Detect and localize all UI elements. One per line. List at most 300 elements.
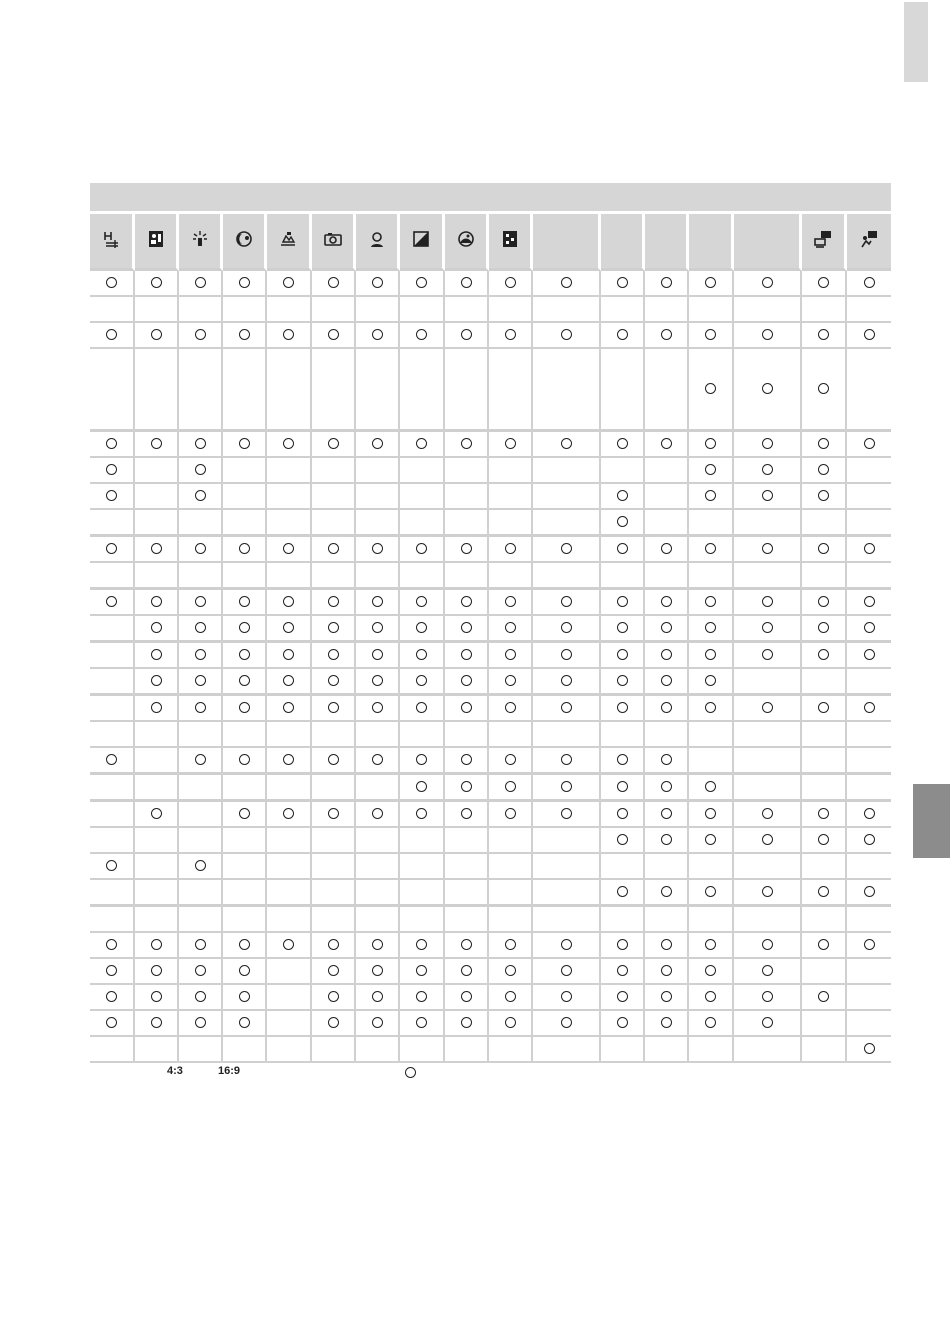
- available-circle-icon: [461, 965, 472, 976]
- table-cell: [445, 775, 489, 802]
- available-circle-icon: [818, 702, 829, 713]
- table-cell: [312, 297, 356, 323]
- available-circle-icon: [106, 860, 117, 871]
- available-circle-icon: [561, 649, 572, 660]
- table-cell: [847, 537, 891, 563]
- available-circle-icon: [328, 991, 339, 1002]
- table-cell: [645, 297, 689, 323]
- movie-action-icon: [859, 229, 879, 249]
- table-cell: [267, 775, 312, 802]
- table-cell: [179, 985, 223, 1011]
- table-cell: [267, 854, 312, 880]
- table-cell: [445, 985, 489, 1011]
- table-cell: [802, 907, 847, 933]
- header-cell: [179, 214, 223, 271]
- table-cell: [445, 616, 489, 643]
- available-circle-icon: [864, 438, 875, 449]
- available-circle-icon: [239, 596, 250, 607]
- table-cell: [267, 349, 312, 432]
- available-circle-icon: [372, 675, 383, 686]
- table-cell: [90, 854, 135, 880]
- available-circle-icon: [328, 939, 339, 950]
- available-circle-icon: [195, 702, 206, 713]
- table-cell: [734, 1037, 802, 1063]
- table-cell: [802, 959, 847, 985]
- available-circle-icon: [818, 649, 829, 660]
- table-cell: [312, 828, 356, 854]
- table-cell: [445, 590, 489, 616]
- person-icon: [367, 229, 387, 249]
- table-cell: [312, 458, 356, 484]
- table-cell: [689, 616, 734, 643]
- table-cell: [312, 349, 356, 432]
- table-cell: [533, 1011, 601, 1037]
- table-cell: [135, 537, 179, 563]
- table-cell: [489, 484, 533, 510]
- available-circle-icon: [283, 438, 294, 449]
- available-circle-icon: [561, 781, 572, 792]
- available-circle-icon: [561, 1017, 572, 1028]
- available-circle-icon: [661, 886, 672, 897]
- table-cell: [400, 616, 445, 643]
- table-row: [90, 323, 891, 349]
- table-cell: [734, 458, 802, 484]
- table-cell: [223, 880, 267, 907]
- available-circle-icon: [705, 438, 716, 449]
- table-cell: [179, 1011, 223, 1037]
- available-circle-icon: [705, 383, 716, 394]
- poster-icon: [500, 229, 520, 249]
- table-cell: [356, 458, 400, 484]
- available-circle-icon: [617, 886, 628, 897]
- table-cell: [267, 458, 312, 484]
- table-cell: [645, 959, 689, 985]
- available-circle-icon: [864, 622, 875, 633]
- table-cell: [601, 722, 645, 748]
- table-cell: [267, 563, 312, 590]
- available-circle-icon: [151, 702, 162, 713]
- table-cell: [223, 854, 267, 880]
- available-circle-icon: [505, 622, 516, 633]
- table-cell: [802, 696, 847, 722]
- available-circle-icon: [106, 754, 117, 765]
- available-circle-icon: [661, 834, 672, 845]
- table-cell: [847, 802, 891, 828]
- table-cell: [445, 643, 489, 669]
- table-cell: [645, 985, 689, 1011]
- available-circle-icon: [195, 939, 206, 950]
- available-circle-icon: [762, 596, 773, 607]
- table-cell: [223, 802, 267, 828]
- table-cell: [734, 775, 802, 802]
- available-circle-icon: [762, 329, 773, 340]
- table-cell: [356, 1037, 400, 1063]
- camera-icon: [323, 229, 343, 249]
- available-circle-icon: [461, 702, 472, 713]
- table-cell: [601, 1011, 645, 1037]
- table-cell: [847, 696, 891, 722]
- available-circle-icon: [617, 543, 628, 554]
- table-cell: [601, 432, 645, 458]
- available-circle-icon: [505, 438, 516, 449]
- available-circle-icon: [561, 543, 572, 554]
- available-circle-icon: [372, 329, 383, 340]
- available-circle-icon: [617, 808, 628, 819]
- table-cell: [689, 510, 734, 537]
- available-circle-icon: [239, 329, 250, 340]
- table-cell: [135, 432, 179, 458]
- table-cell: [802, 590, 847, 616]
- table-cell: [312, 537, 356, 563]
- table-cell: [847, 959, 891, 985]
- table-cell: [223, 271, 267, 297]
- table-cell: [734, 510, 802, 537]
- table-cell: [689, 802, 734, 828]
- available-circle-icon: [416, 965, 427, 976]
- table-cell: [802, 802, 847, 828]
- table-cell: [601, 880, 645, 907]
- table-cell: [90, 696, 135, 722]
- table-cell: [90, 802, 135, 828]
- table-cell: [223, 1037, 267, 1063]
- table-cell: [734, 696, 802, 722]
- available-circle-icon: [818, 991, 829, 1002]
- available-circle-icon: [561, 329, 572, 340]
- table-cell: [90, 907, 135, 933]
- table-cell: [847, 1037, 891, 1063]
- table-cell: [135, 854, 179, 880]
- table-cell: [533, 484, 601, 510]
- contrast-icon: [411, 229, 431, 249]
- table-cell: [847, 271, 891, 297]
- table-cell: [489, 510, 533, 537]
- table-cell: [645, 775, 689, 802]
- table-cell: [223, 775, 267, 802]
- table-cell: [601, 510, 645, 537]
- available-circle-icon: [151, 675, 162, 686]
- table-cell: [645, 802, 689, 828]
- table-cell: [601, 563, 645, 590]
- table-cell: [445, 854, 489, 880]
- table-cell: [356, 432, 400, 458]
- table-cell: [533, 775, 601, 802]
- table-cell: [267, 959, 312, 985]
- available-circle-icon: [818, 596, 829, 607]
- table-cell: [400, 510, 445, 537]
- table-cell: [179, 669, 223, 696]
- table-cell: [135, 669, 179, 696]
- available-circle-icon: [416, 596, 427, 607]
- available-circle-icon: [416, 543, 427, 554]
- available-circle-icon: [461, 438, 472, 449]
- table-cell: [135, 959, 179, 985]
- table-cell: [802, 484, 847, 510]
- header-cell: [847, 214, 891, 271]
- table-cell: [847, 323, 891, 349]
- available-circle-icon: [505, 702, 516, 713]
- table-cell: [847, 669, 891, 696]
- table-cell: [400, 985, 445, 1011]
- table-cell: [400, 349, 445, 432]
- table-cell: [601, 828, 645, 854]
- table-cell: [135, 563, 179, 590]
- available-circle-icon: [106, 277, 117, 288]
- available-circle-icon: [762, 965, 773, 976]
- table-cell: [645, 669, 689, 696]
- table-cell: [90, 775, 135, 802]
- table-cell: [356, 1011, 400, 1037]
- table-cell: [312, 563, 356, 590]
- table-cell: [223, 933, 267, 959]
- table-cell: [533, 458, 601, 484]
- table-cell: [223, 323, 267, 349]
- header-cell: [601, 214, 645, 271]
- table-cell: [267, 643, 312, 669]
- available-circle-icon: [705, 596, 716, 607]
- table-cell: [356, 510, 400, 537]
- table-cell: [689, 643, 734, 669]
- table-cell: [802, 1011, 847, 1037]
- table-cell: [734, 563, 802, 590]
- available-circle-icon: [661, 649, 672, 660]
- table-cell: [267, 271, 312, 297]
- table-cell: [90, 484, 135, 510]
- table-cell: [645, 510, 689, 537]
- table-cell: [489, 959, 533, 985]
- available-circle-icon: [705, 939, 716, 950]
- table-cell: [267, 297, 312, 323]
- table-cell: [489, 933, 533, 959]
- available-circle-icon: [864, 1043, 875, 1054]
- table-row: [90, 563, 891, 590]
- table-cell: [734, 1011, 802, 1037]
- table-cell: [400, 828, 445, 854]
- available-circle-icon: [818, 834, 829, 845]
- ratio-label-16-9: 16:9: [218, 1065, 241, 1077]
- table-cell: [802, 880, 847, 907]
- available-circle-icon: [505, 596, 516, 607]
- available-circle-icon: [239, 277, 250, 288]
- table-cell: [356, 643, 400, 669]
- available-circle-icon: [239, 675, 250, 686]
- table-cell: [90, 297, 135, 323]
- table-cell: [689, 669, 734, 696]
- available-circle-icon: [416, 781, 427, 792]
- table-cell: [135, 616, 179, 643]
- table-cell: [489, 432, 533, 458]
- table-cell: [135, 349, 179, 432]
- available-circle-icon: [705, 991, 716, 1002]
- table-cell: [179, 959, 223, 985]
- available-circle-icon: [617, 781, 628, 792]
- chapter-tab: [913, 784, 950, 858]
- table-cell: [489, 537, 533, 563]
- table-cell: [689, 590, 734, 616]
- table-cell: [689, 775, 734, 802]
- table-cell: [356, 484, 400, 510]
- table-cell: [223, 616, 267, 643]
- header-cell: [489, 214, 533, 271]
- table-cell: [645, 484, 689, 510]
- table-row: [90, 748, 891, 775]
- available-circle-icon: [239, 438, 250, 449]
- table-cell: [489, 1037, 533, 1063]
- table-cell: [645, 696, 689, 722]
- table-cell: [601, 669, 645, 696]
- table-cell: [356, 933, 400, 959]
- table-cell: [179, 616, 223, 643]
- table-cell: [135, 297, 179, 323]
- table-cell: [135, 510, 179, 537]
- table-row: [90, 1011, 891, 1037]
- available-circle-icon: [762, 622, 773, 633]
- available-circle-icon: [505, 675, 516, 686]
- table-cell: [135, 880, 179, 907]
- available-circle-icon: [195, 1017, 206, 1028]
- table-cell: [802, 510, 847, 537]
- available-circle-icon: [818, 886, 829, 897]
- available-circle-icon: [283, 329, 294, 340]
- table-cell: [847, 933, 891, 959]
- table-cell: [356, 985, 400, 1011]
- available-circle-icon: [705, 464, 716, 475]
- table-cell: [356, 323, 400, 349]
- available-circle-icon: [372, 649, 383, 660]
- available-circle-icon: [461, 329, 472, 340]
- table-cell: [135, 933, 179, 959]
- table-cell: [223, 432, 267, 458]
- table-cell: [734, 854, 802, 880]
- table-cell: [356, 775, 400, 802]
- available-circle-icon: [106, 596, 117, 607]
- table-cell: [734, 537, 802, 563]
- header-cell: [533, 214, 601, 271]
- table-cell: [689, 1011, 734, 1037]
- available-circle-icon: [151, 649, 162, 660]
- table-cell: [90, 1011, 135, 1037]
- table-cell: [645, 643, 689, 669]
- available-circle-icon: [372, 438, 383, 449]
- available-circle-icon: [617, 438, 628, 449]
- table-cell: [645, 1037, 689, 1063]
- available-circle-icon: [283, 702, 294, 713]
- table-cell: [179, 802, 223, 828]
- table-cell: [179, 510, 223, 537]
- table-cell: [689, 432, 734, 458]
- available-circle-icon: [505, 939, 516, 950]
- available-circle-icon: [705, 675, 716, 686]
- table-cell: [400, 432, 445, 458]
- available-circle-icon: [416, 649, 427, 660]
- table-cell: [601, 271, 645, 297]
- table-cell: [689, 722, 734, 748]
- available-circle-icon: [617, 329, 628, 340]
- table-cell: [489, 616, 533, 643]
- table-cell: [645, 271, 689, 297]
- table-cell: [312, 484, 356, 510]
- table-row: [90, 432, 891, 458]
- available-circle-icon: [762, 808, 773, 819]
- available-circle-icon: [405, 1067, 416, 1078]
- table-cell: [90, 510, 135, 537]
- table-cell: [400, 643, 445, 669]
- table-cell: [90, 563, 135, 590]
- available-circle-icon: [505, 649, 516, 660]
- table-cell: [689, 933, 734, 959]
- table-cell: [356, 722, 400, 748]
- available-circle-icon: [328, 438, 339, 449]
- available-circle-icon: [505, 277, 516, 288]
- table-cell: [734, 616, 802, 643]
- table-cell: [356, 590, 400, 616]
- available-circle-icon: [864, 702, 875, 713]
- table-cell: [489, 748, 533, 775]
- header-cell: [689, 214, 734, 271]
- table-cell: [312, 590, 356, 616]
- available-circle-icon: [151, 438, 162, 449]
- available-circle-icon: [705, 277, 716, 288]
- available-circle-icon: [195, 754, 206, 765]
- burst-hdr-icon: [101, 229, 121, 249]
- table-cell: [312, 323, 356, 349]
- table-cell: [533, 616, 601, 643]
- table-cell: [223, 696, 267, 722]
- table-cell: [533, 802, 601, 828]
- available-circle-icon: [561, 939, 572, 950]
- table-cell: [689, 828, 734, 854]
- table-cell: [312, 722, 356, 748]
- table-cell: [223, 590, 267, 616]
- table-cell: [601, 349, 645, 432]
- available-circle-icon: [762, 702, 773, 713]
- table-cell: [445, 828, 489, 854]
- table-cell: [179, 854, 223, 880]
- table-cell: [445, 271, 489, 297]
- available-circle-icon: [617, 649, 628, 660]
- table-cell: [179, 696, 223, 722]
- table-cell: [179, 828, 223, 854]
- table-cell: [445, 432, 489, 458]
- available-circle-icon: [151, 808, 162, 819]
- available-circle-icon: [372, 965, 383, 976]
- table-cell: [135, 484, 179, 510]
- table-cell: [802, 985, 847, 1011]
- table-cell: [847, 880, 891, 907]
- table-cell: [533, 537, 601, 563]
- table-cell: [445, 510, 489, 537]
- table-cell: [645, 616, 689, 643]
- table-cell: [601, 933, 645, 959]
- table-cell: [489, 590, 533, 616]
- table-cell: [847, 458, 891, 484]
- table-cell: [601, 696, 645, 722]
- table-cell: [135, 748, 179, 775]
- table-cell: [223, 349, 267, 432]
- available-circle-icon: [283, 939, 294, 950]
- available-circle-icon: [705, 965, 716, 976]
- table-cell: [847, 616, 891, 643]
- table-cell: [267, 985, 312, 1011]
- available-circle-icon: [328, 649, 339, 660]
- table-row: [90, 349, 891, 432]
- available-circle-icon: [106, 991, 117, 1002]
- table-cell: [689, 537, 734, 563]
- available-circle-icon: [106, 438, 117, 449]
- table-cell: [533, 563, 601, 590]
- table-cell: [601, 484, 645, 510]
- table-cell: [179, 537, 223, 563]
- table-cell: [135, 828, 179, 854]
